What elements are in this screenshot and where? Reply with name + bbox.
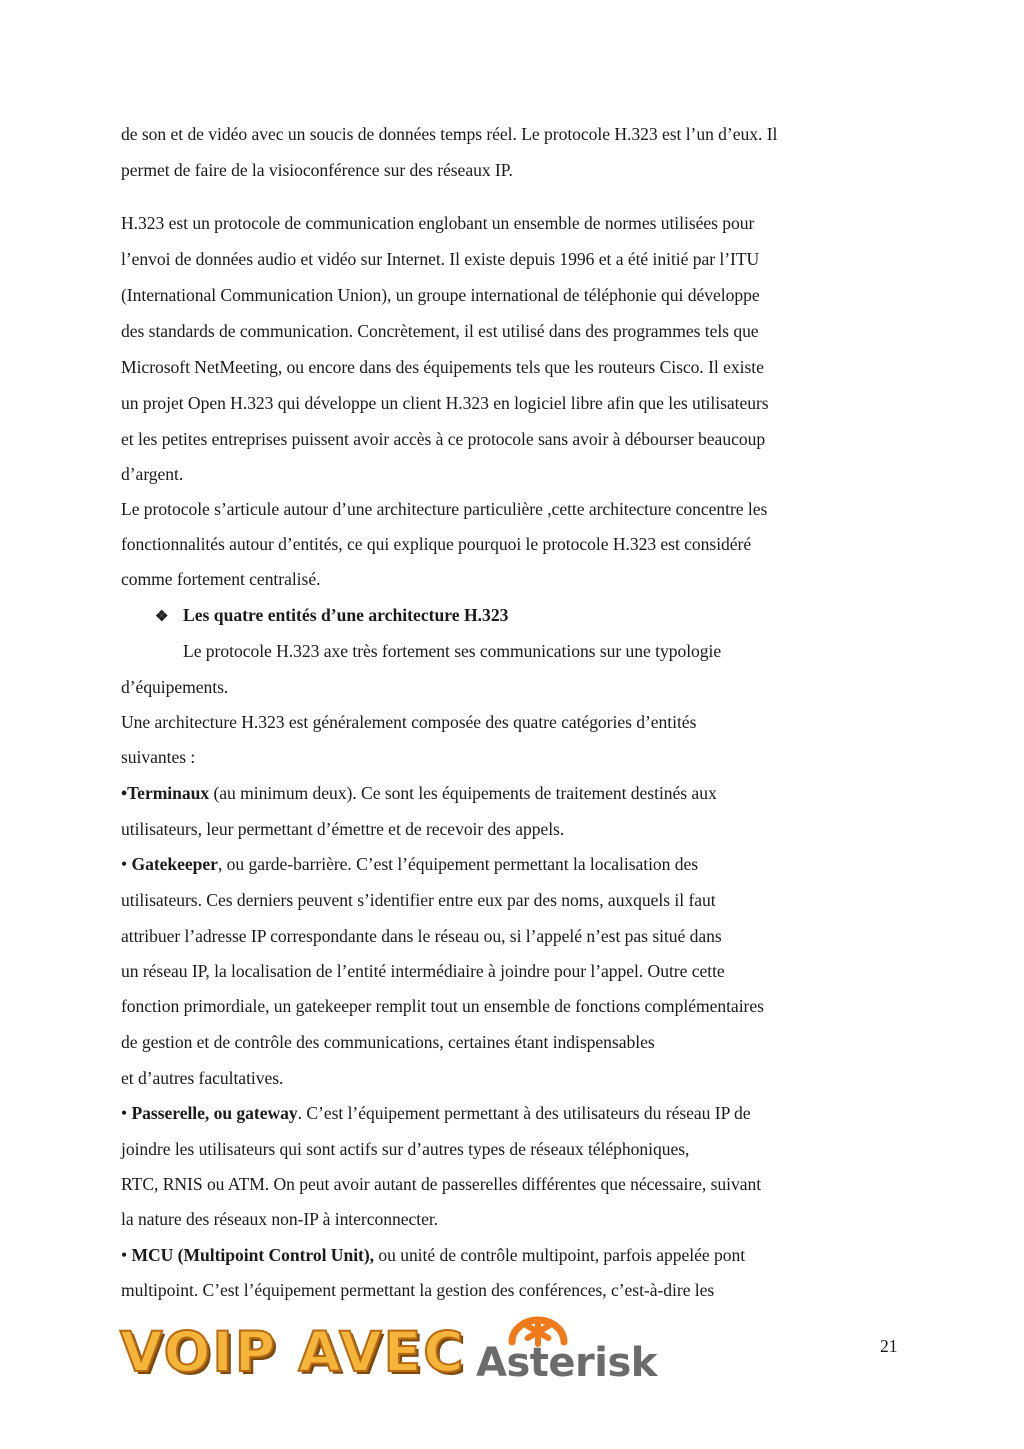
body-text-line: Le protocole H.323 axe très fortement ses communications sur une typologie (183, 641, 722, 661)
body-text-line: attribuer l’adresse IP correspondante dans le réseau ou, si l’appelé n’est pas situé dans (121, 926, 722, 946)
term-description: . C’est l’équipement permettant à des utilisateurs du réseau IP de (297, 1103, 751, 1123)
body-text-line: un projet Open H.323 qui développe un client H.323 en logiciel libre afin que les utilisateurs (121, 393, 769, 413)
bullet-prefix: • (121, 854, 132, 874)
body-text-line: multipoint. C’est l’équipement permettant la gestion des conférences, c’est-à-dire les (121, 1280, 715, 1300)
body-text-line: utilisateurs. Ces derniers peuvent s’identifier entre eux par des noms, auxquels il faut (121, 890, 716, 910)
footer-logo (120, 1308, 660, 1388)
body-text-line: l’envoi de données audio et vidéo sur Internet. Il existe depuis 1996 et a été initié par l’ITU (121, 249, 760, 269)
term-terminaux: •Terminaux (121, 783, 210, 803)
body-text-line: d’équipements. (121, 677, 229, 697)
term-mcu: MCU (Multipoint Control Unit), (131, 1245, 374, 1265)
term-description: (au minimum deux). Ce sont les équipements de traitement destinés aux (209, 783, 717, 803)
body-text-line: et les petites entreprises puissent avoir accès à ce protocole sans avoir à débourser beaucoup (121, 429, 766, 449)
body-text-line: suivantes : (121, 747, 196, 767)
body-text-line: Microsoft NetMeeting, ou encore dans des équipements tels que les routeurs Cisco. Il existe (121, 357, 764, 377)
body-text-line: la nature des réseaux non-IP à interconnecter. (121, 1209, 439, 1229)
body-text-line: RTC, RNIS ou ATM. On peut avoir autant de passerelles différentes que nécessaire, suivant (121, 1174, 762, 1194)
body-text-line: H.323 est un protocole de communication englobant un ensemble de normes utilisées pour (121, 213, 755, 233)
body-text-line: fonction primordiale, un gatekeeper remplit tout un ensemble de fonctions complémentaires (121, 996, 764, 1016)
list-item-mcu (121, 1244, 745, 1266)
body-text-line: un réseau IP, la localisation de l’entité intermédiaire à joindre pour l’appel. Outre cette (121, 961, 725, 981)
section-heading-text: Les quatre entités d’une architecture H.323 (183, 605, 509, 625)
body-text-line: comme fortement centralisé. (121, 569, 321, 589)
diamond-bullet-icon: ❖ (155, 609, 169, 625)
body-text-line: et d’autres facultatives. (121, 1068, 284, 1088)
body-text-line: permet de faire de la visioconférence sur des réseaux IP. (121, 160, 513, 180)
term-gatekeeper: Gatekeeper (131, 854, 218, 874)
body-text-line: Une architecture H.323 est généralement composée des quatre catégories d’entités (121, 712, 697, 732)
asterisk-logo (476, 1308, 661, 1388)
body-text-line: (International Communication Union), un groupe international de téléphonie qui développe (121, 285, 760, 305)
term-description: ou unité de contrôle multipoint, parfois appelée pont (374, 1245, 746, 1265)
body-text-line: de son et de vidéo avec un soucis de données temps réel. Le protocole H.323 est l’un d’eux. Il (121, 124, 778, 144)
section-heading (155, 604, 508, 628)
list-item-gatekeeper (121, 853, 698, 875)
body-text-line: d’argent. (121, 464, 184, 484)
page-number: 21 (880, 1336, 898, 1356)
asterisk-logo-text: Asterisk (476, 1340, 657, 1386)
body-text-line: Le protocole s’articule autour d’une architecture particulière ,cette architecture concentre les (121, 499, 768, 519)
bullet-prefix: • (121, 1245, 132, 1265)
body-text-line: de gestion et de contrôle des communications, certaines étant indispensables (121, 1032, 655, 1052)
body-text-line: fonctionnalités autour d’entités, ce qui explique pourquoi le protocole H.323 est considéré (121, 534, 752, 554)
term-passerelle: Passerelle, ou gateway (131, 1103, 298, 1123)
list-item-terminaux (121, 782, 717, 804)
voip-avec-logo-text: VOIP AVEC (120, 1320, 466, 1384)
body-text-line: utilisateurs, leur permettant d’émettre et de recevoir des appels. (121, 819, 565, 839)
body-text-line: joindre les utilisateurs qui sont actifs sur d’autres types de réseaux téléphoniques, (121, 1139, 690, 1159)
list-item-passerelle (121, 1102, 751, 1124)
bullet-prefix: • (121, 1103, 132, 1123)
term-description: , ou garde-barrière. C’est l’équipement permettant la localisation des (217, 854, 699, 874)
body-text-line: des standards de communication. Concrètement, il est utilisé dans des programmes tels que (121, 321, 759, 341)
